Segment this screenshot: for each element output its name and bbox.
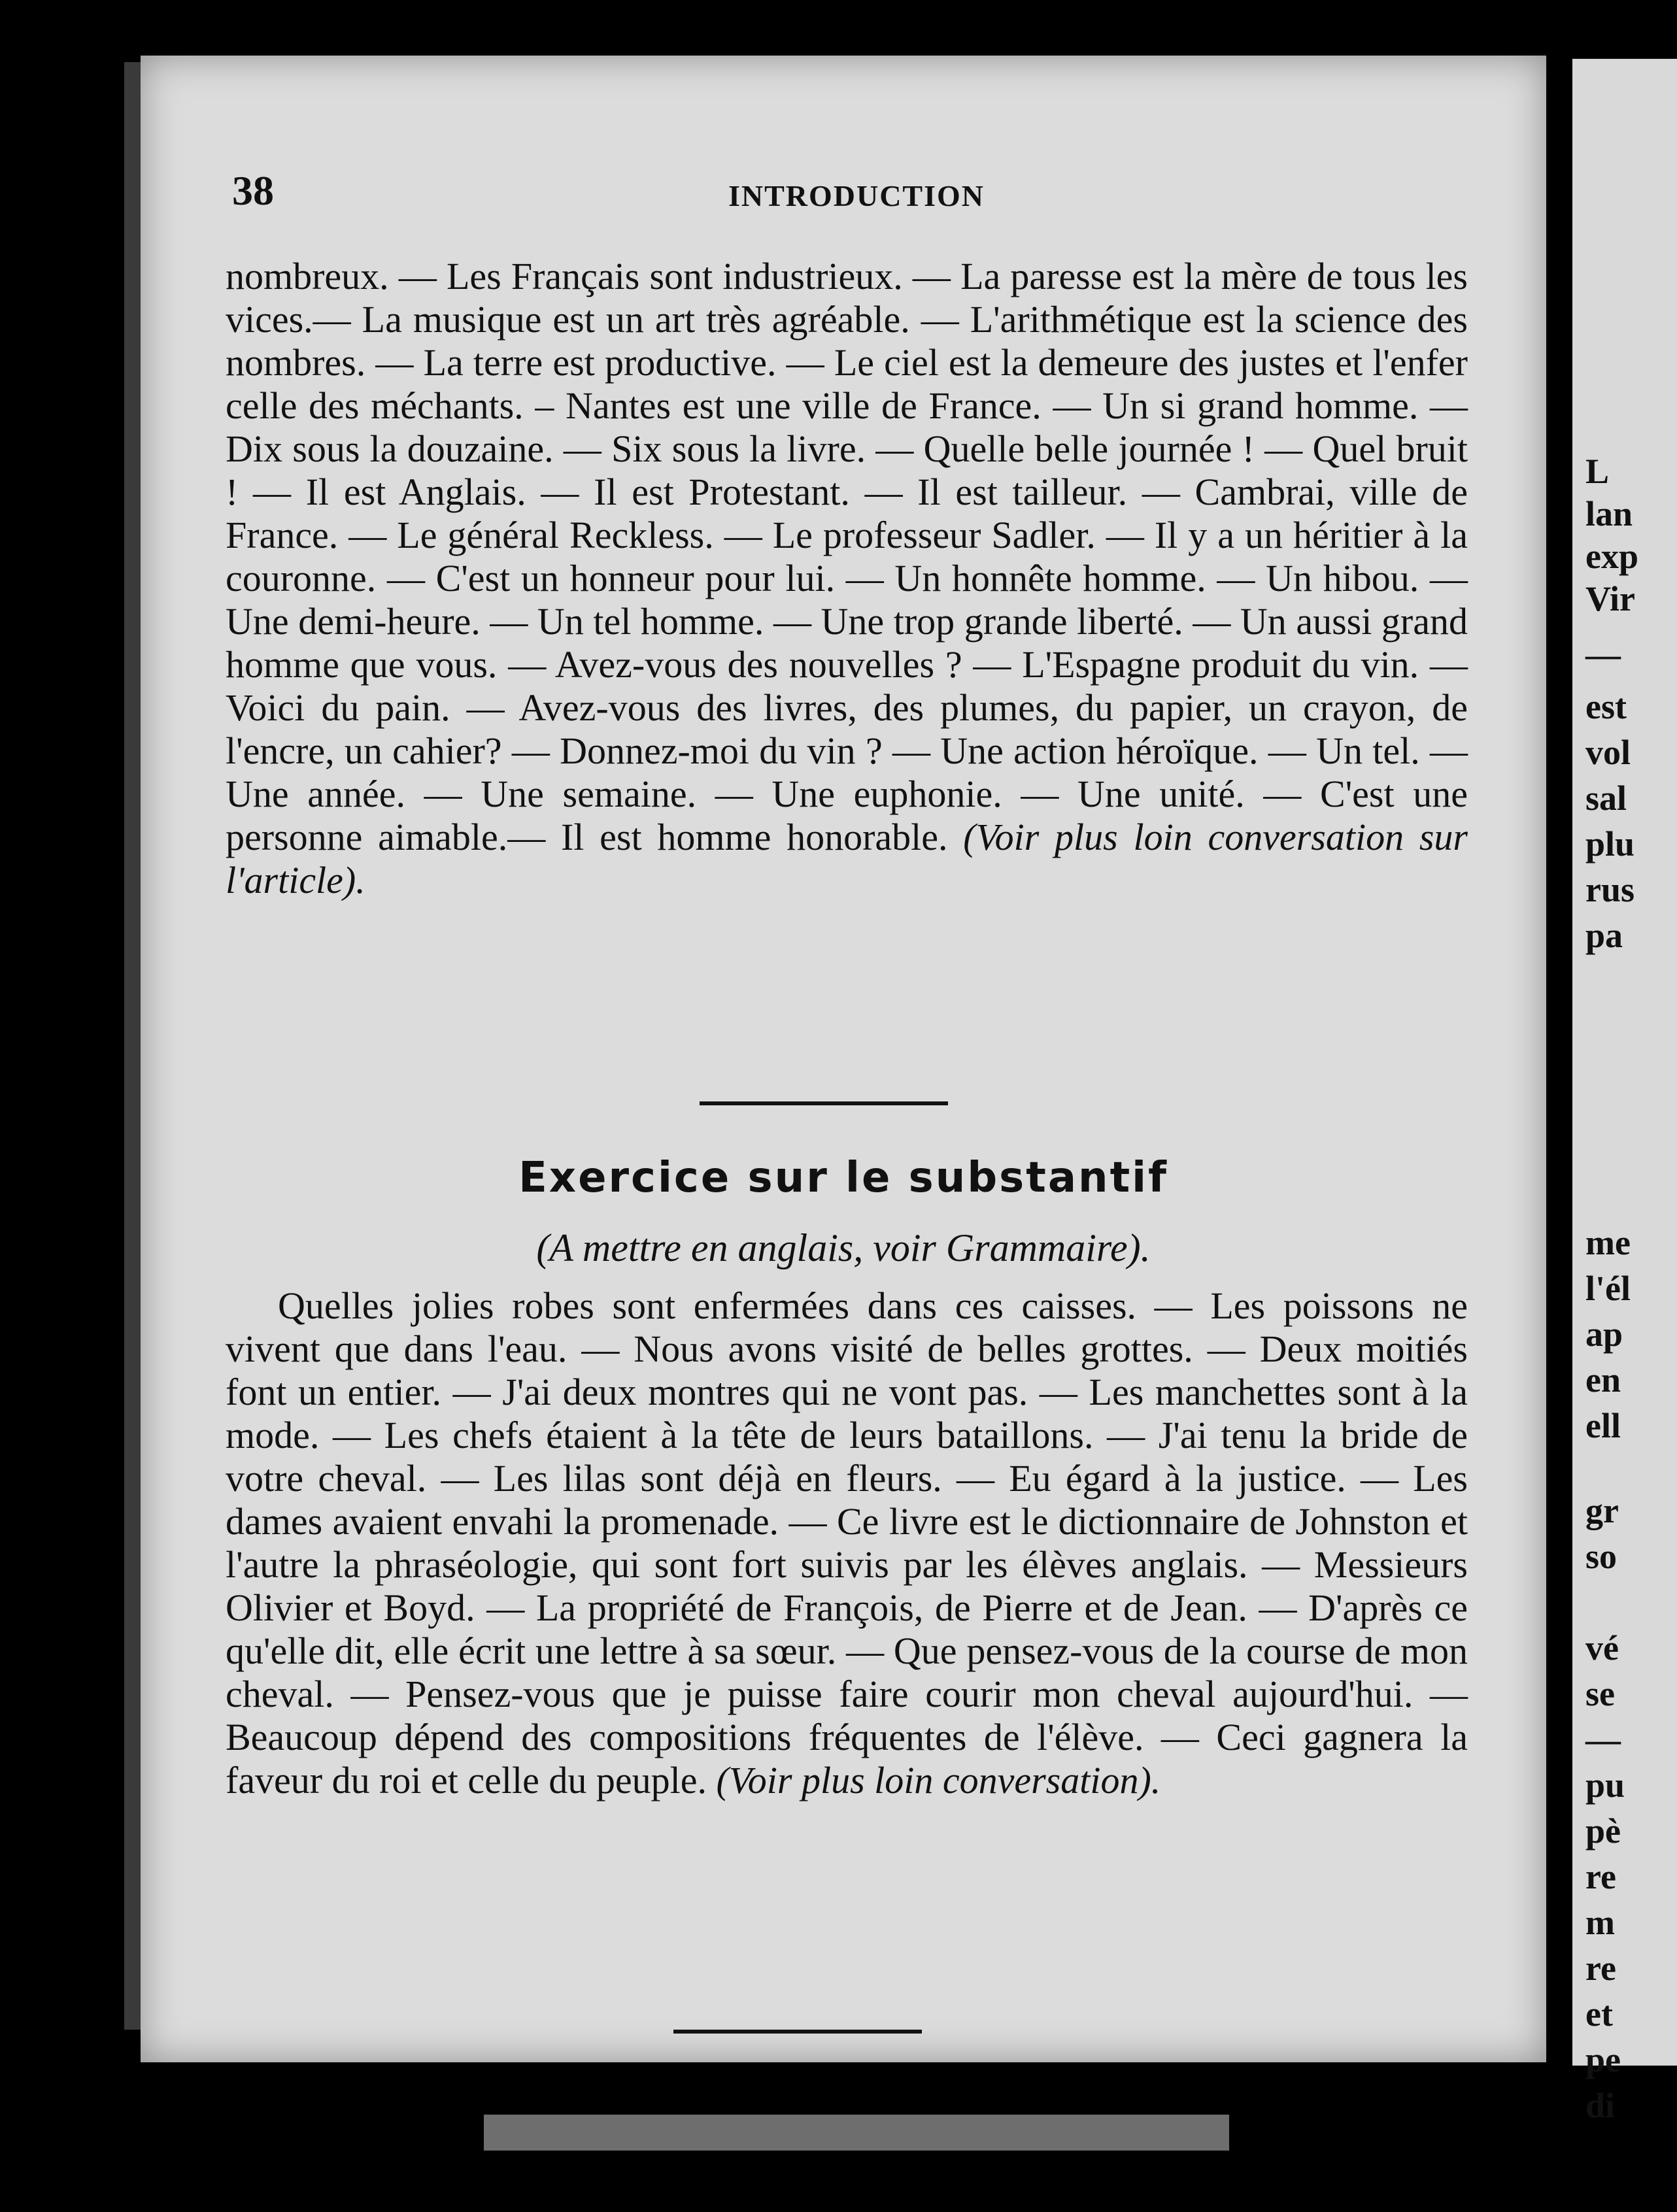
page-bottom-edge [484, 2115, 1229, 2151]
running-head: INTRODUCTION [728, 179, 985, 212]
facing-page-text: vol [1585, 733, 1631, 772]
facing-page-text: re [1585, 1949, 1616, 1988]
cross-reference: (Voir plus loin conversation). [716, 1759, 1161, 1801]
facing-page-text: — [1585, 635, 1621, 674]
facing-page-text: plu [1585, 824, 1635, 863]
facing-page-text: l'él [1585, 1269, 1631, 1308]
facing-page-text: pa [1585, 916, 1623, 955]
section-divider [700, 1101, 948, 1105]
cross-reference: (Voir plus loin conversation sur l'article). [226, 816, 1468, 901]
facing-page-text: lan [1585, 494, 1633, 533]
facing-page-text: en [1585, 1360, 1621, 1399]
book-page [141, 56, 1546, 2062]
paragraph-text: Quelles jolies robes sont enfermées dans ces caisses. — Les poissons ne vivent que dans l'eau. — Nous avons visité de belles grottes. — Deux moitiés font un entier. — J'ai deux montres qui ne vont pas. — Les manchettes sont à la mode. — Les chefs étaient à la tête de leurs bataillons. — J'ai tenu la bride de votre cheval. — Les lilas sont déjà en fleurs. — Eu égard à la justice. — Les dames avaient envahi la promenade. — Ce livre est le dictionnaire de Johnston et l'autre la phraséologie, qui sont fort suivis par les élèves anglais. — Messieurs Olivier et Boyd. — La propriété de François, de Pierre et de Jean. — D'après ce qu'elle dit, elle écrit une lettre à sa sœur. — Que pensez-vous de la course de mon cheval. — Pensez-vous que je puisse faire courir mon cheval aujourd'hui. — Beaucoup dépend des compositions fréquentes de l'élève. — Ceci gagnera la faveur du roi et celle du peuple. [226, 1284, 1468, 1801]
facing-page-text: pu [1585, 1766, 1625, 1805]
facing-page-text: sal [1585, 779, 1627, 818]
facing-page-text: Vir [1585, 579, 1635, 618]
facing-page-text: pe [1585, 2040, 1621, 2079]
facing-page-text: re [1585, 1857, 1616, 1896]
facing-page-text: est [1585, 687, 1627, 726]
section-title: Exercice sur le substantif [518, 1154, 1168, 1202]
facing-page-text: me [1585, 1223, 1631, 1262]
facing-page-text: ell [1585, 1406, 1621, 1445]
facing-page-text: L [1585, 452, 1610, 491]
facing-page-text: so [1585, 1537, 1618, 1576]
facing-page-text: ap [1585, 1315, 1623, 1354]
facing-page-text: — [1585, 1720, 1621, 1759]
facing-page-text: se [1585, 1674, 1615, 1713]
paragraph-text: nombreux. — Les Français sont industrieux. — La paresse est la mère de tous les vices.— La musique est un art très agréable. — L'arithmétique est la science des nombres. — La terre est productive. — Le ciel est la demeure des justes et l'enfer celle des méchants. – Nantes est une ville de France. — Un si grand homme. — Dix sous la douzaine. — Six sous la livre. — Quelle belle journée ! — Quel bruit ! — Il est Anglais. — Il est Protestant. — Il est tailleur. — Cambrai, ville de France. — Le général Reckless. — Le professeur Sadler. — Il y a un héritier à la couronne. — C'est un honneur pour lui. — Un honnête homme. — Un hibou. — Une demi-heure. — Un tel homme. — Une trop grande liberté. — Un aussi grand homme que vous. — Avez-vous des nouvelles ? — L'Espagne produit du vin. — Voici du pain. — Avez-vous des livres, des plumes, du papier, un crayon, de l'encre, un cahier? — Donnez-moi du vin ? — Une action héroïque. — Un tel. — Une année. — Une semaine. — Une euphonie. — Une unité. — C'est une personne aimable.— Il est homme honorable. [226, 255, 1468, 858]
facing-page-text: pè [1585, 1811, 1621, 1851]
facing-page-text: et [1585, 1994, 1613, 2034]
facing-page-text: rus [1585, 870, 1635, 909]
facing-page-text: exp [1585, 537, 1638, 576]
facing-page-text: vé [1585, 1628, 1619, 1667]
facing-page-text: gr [1585, 1491, 1619, 1530]
section-subtitle: (A mettre en anglais, voir Grammaire). [536, 1226, 1151, 1269]
facing-page-text: di [1585, 2086, 1616, 2125]
page-header [232, 167, 1481, 219]
page-number: 38 [232, 167, 274, 214]
paragraph-substantive-exercise [226, 1284, 1468, 1802]
paragraph-article-examples [226, 255, 1468, 902]
facing-page-fragment [1572, 59, 1677, 2125]
facing-page-text: m [1585, 1903, 1615, 1942]
end-divider [673, 2030, 922, 2034]
